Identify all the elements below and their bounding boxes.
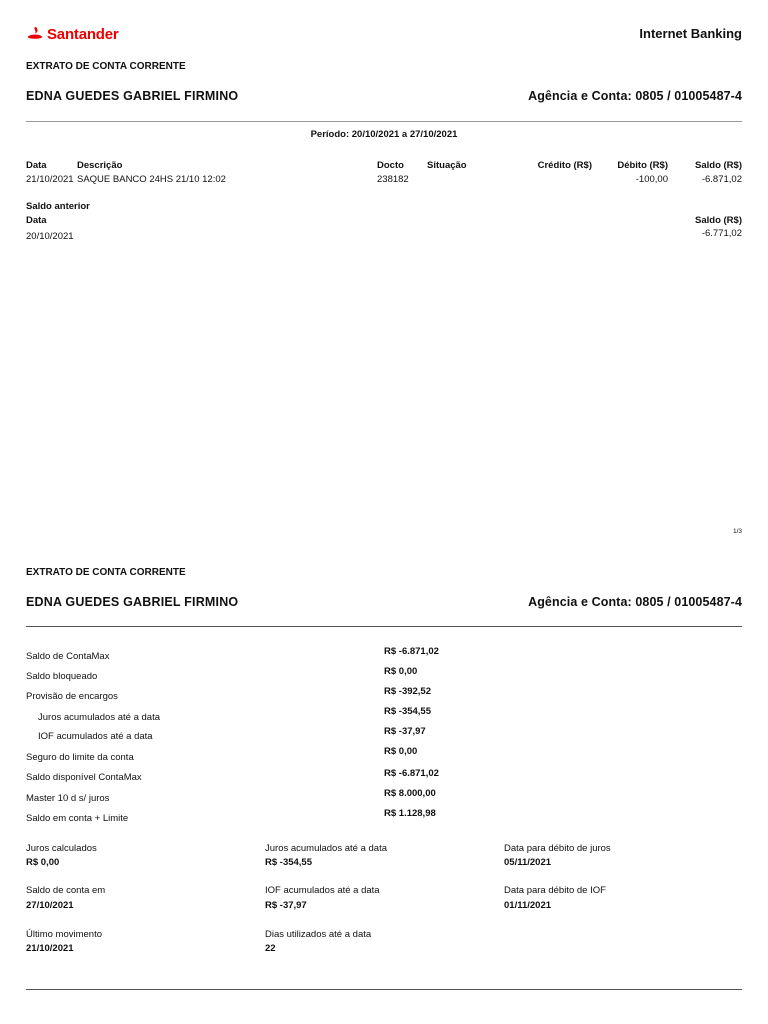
- col-header-descricao: Descrição: [77, 160, 123, 171]
- summary-label: Master 10 d s/ juros: [26, 793, 110, 804]
- cell-debito: -100,00: [635, 174, 668, 185]
- summary-value: R$ 0,00: [384, 666, 418, 677]
- account-number-2: Agência e Conta: 0805 / 01005487-4: [528, 595, 742, 609]
- info-value: 21/10/2021: [26, 943, 74, 954]
- cell-data: 21/10/2021: [26, 174, 74, 185]
- previous-balance-date: 20/10/2021: [26, 231, 74, 242]
- cell-descricao: SAQUE BANCO 24HS 21/10 12:02: [77, 174, 226, 185]
- brand-name: Santander: [47, 25, 119, 43]
- summary-label: Saldo em conta + Limite: [26, 813, 129, 824]
- cell-saldo: -6.871,02: [701, 174, 742, 185]
- col-header-credito: Crédito (R$): [537, 160, 592, 171]
- info-label: Data para débito de juros: [504, 843, 611, 854]
- summary-value: R$ 8.000,00: [384, 788, 436, 799]
- santander-flame-icon: [26, 25, 44, 43]
- summary-label: Saldo de ContaMax: [26, 651, 110, 662]
- info-value: 05/11/2021: [504, 857, 552, 868]
- info-value: 22: [265, 943, 276, 954]
- internet-banking-label: Internet Banking: [639, 26, 742, 41]
- section-title-2: EXTRATO DE CONTA CORRENTE: [26, 567, 186, 578]
- summary-label: Saldo bloqueado: [26, 671, 98, 682]
- summary-label: Provisão de encargos: [26, 691, 118, 702]
- cell-docto: 238182: [377, 174, 409, 185]
- previous-balance-saldo: -6.771,02: [701, 228, 742, 239]
- account-number: Agência e Conta: 0805 / 01005487-4: [528, 89, 742, 103]
- divider-bottom: [26, 989, 742, 990]
- info-value: R$ -354,55: [265, 857, 313, 868]
- col-header-debito: Débito (R$): [617, 160, 668, 171]
- summary-value: R$ -6.871,02: [384, 768, 439, 779]
- col-header-docto: Docto: [377, 160, 404, 171]
- info-label: Juros calculados: [26, 843, 97, 854]
- previous-balance-date-label: Data: [26, 215, 47, 226]
- summary-value: R$ -354,55: [384, 706, 432, 717]
- summary-value: R$ -392,52: [384, 686, 432, 697]
- summary-label: IOF acumulados até a data: [38, 731, 153, 742]
- info-label: Último movimento: [26, 929, 103, 940]
- info-label: Saldo de conta em: [26, 885, 106, 896]
- section-title: EXTRATO DE CONTA CORRENTE: [26, 61, 186, 72]
- info-value: 27/10/2021: [26, 900, 74, 911]
- divider: [26, 121, 742, 122]
- summary-value: R$ 1.128,98: [384, 808, 436, 819]
- summary-label: Juros acumulados até a data: [38, 712, 160, 723]
- page-number: 1/3: [732, 528, 742, 535]
- col-header-situacao: Situação: [427, 160, 467, 171]
- summary-value: R$ 0,00: [384, 746, 418, 757]
- previous-balance-saldo-label: Saldo (R$): [695, 215, 742, 226]
- info-label: Dias utilizados até a data: [265, 929, 372, 940]
- info-value: R$ -37,97: [265, 900, 307, 911]
- summary-value: R$ -6.871,02: [384, 646, 439, 657]
- info-label: Juros acumulados até a data: [265, 843, 387, 854]
- col-header-data: Data: [26, 160, 47, 171]
- summary-label: Seguro do limite da conta: [26, 752, 134, 763]
- info-value: R$ 0,00: [26, 857, 60, 868]
- summary-value: R$ -37,97: [384, 726, 426, 737]
- summary-label: Saldo disponível ContaMax: [26, 772, 142, 783]
- period: Período: 20/10/2021 a 27/10/2021: [310, 129, 458, 140]
- previous-balance-title: Saldo anterior: [26, 201, 90, 212]
- info-value: 01/11/2021: [504, 900, 552, 911]
- info-label: Data para débito de IOF: [504, 885, 606, 896]
- account-holder-2: EDNA GUEDES GABRIEL FIRMINO: [26, 595, 239, 609]
- brand-logo: [26, 24, 119, 44]
- col-header-saldo: Saldo (R$): [695, 160, 742, 171]
- divider-2: [26, 626, 742, 627]
- account-holder: EDNA GUEDES GABRIEL FIRMINO: [26, 89, 239, 103]
- info-label: IOF acumulados até a data: [265, 885, 380, 896]
